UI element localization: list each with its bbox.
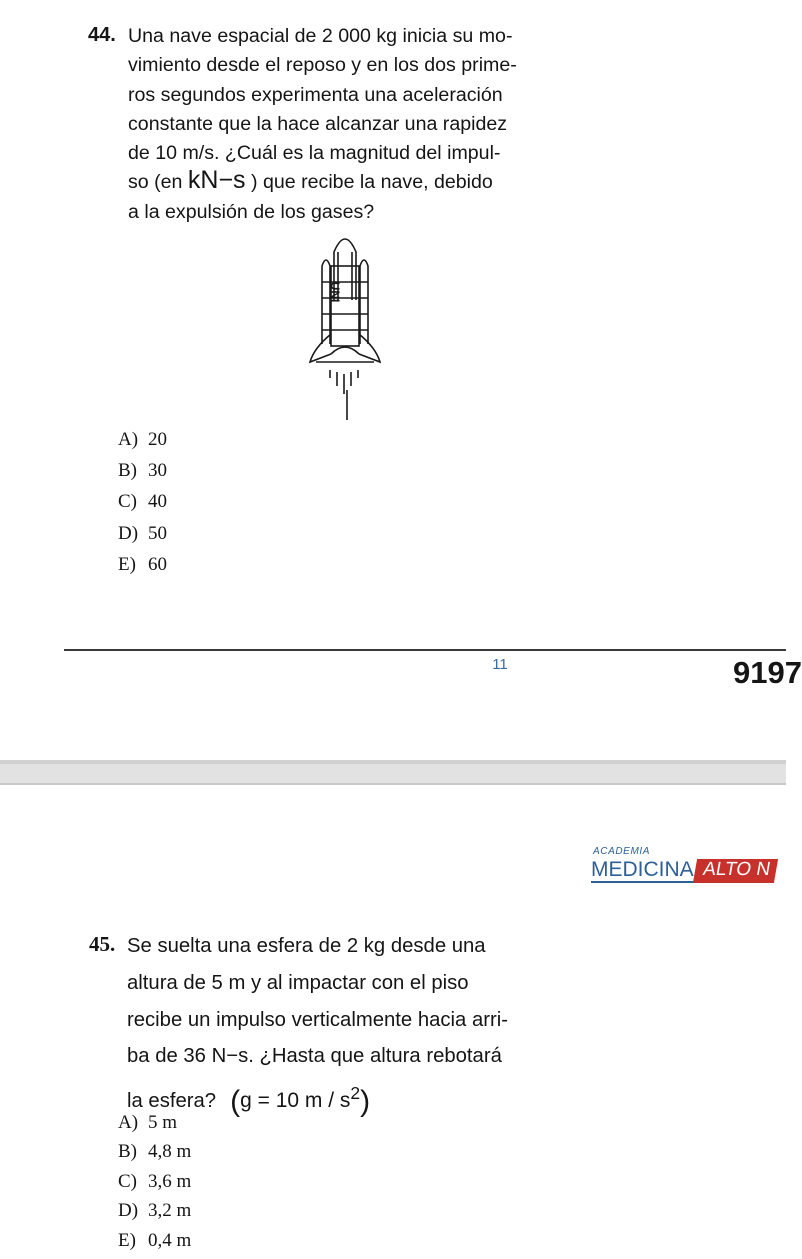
option-value: 60 [148, 553, 167, 575]
option-e[interactable] [118, 554, 167, 585]
option-a[interactable] [118, 429, 167, 460]
logo-row [591, 859, 776, 883]
option-label: A) [118, 429, 139, 450]
option-label: D) [118, 522, 139, 544]
option-value: 3,2 m [148, 1200, 192, 1222]
statement-line: ba de 36 N−s. ¿Hasta que altura rebotará [127, 1045, 502, 1068]
statement-line [127, 1075, 597, 1119]
problem-45-statement [127, 928, 597, 1119]
option-a[interactable] [118, 1112, 191, 1141]
page-break-divider [0, 783, 786, 785]
footer-divider [64, 649, 786, 651]
logo-medicina-text: MEDICINA [591, 859, 697, 883]
problem-44-statement [128, 22, 568, 227]
gravity-formula [230, 1075, 370, 1121]
statement-line: constante que la hace alcanzar una rapidez [128, 112, 508, 135]
statement-text: ) que recibe la nave, debido [245, 171, 493, 194]
option-e[interactable] [118, 1230, 191, 1259]
option-d[interactable] [118, 1200, 191, 1229]
page-break-band [0, 764, 786, 783]
statement-line [128, 168, 568, 197]
logo-alto-badge: ALTO N [693, 859, 778, 883]
statement-line: recibe un impulso verticalmente hacia arri- [127, 1008, 508, 1031]
formula-exponent: 2 [350, 1083, 361, 1104]
option-value: 4,8 m [148, 1141, 192, 1163]
statement-text: so (en [128, 171, 188, 194]
formula-paren-close: ) [360, 1085, 371, 1119]
problem-44-options [118, 429, 167, 585]
statement-text: la esfera? [127, 1090, 217, 1113]
option-b[interactable] [118, 1141, 191, 1170]
option-label: E) [118, 553, 136, 575]
statement-line: a la expulsión de los gases? [128, 200, 375, 223]
academy-logo [591, 846, 776, 883]
logo-academia-text: ACADEMIA [593, 846, 651, 857]
option-value: 30 [148, 460, 167, 482]
option-label: B) [118, 1141, 137, 1163]
option-label: A) [118, 1112, 139, 1133]
statement-line: de 10 m/s. ¿Cuál es la magnitud del impul- [128, 142, 501, 165]
statement-line: Una nave espacial de 2 000 kg inicia su mo- [128, 25, 513, 47]
statement-line: Se suelta una esfera de 2 kg desde una [127, 935, 486, 957]
problem-44-number: 44. [88, 24, 116, 46]
rocket-label: UNI [328, 281, 342, 303]
option-c[interactable] [118, 1171, 191, 1200]
problem-45-options [118, 1112, 191, 1259]
option-label: E) [118, 1229, 136, 1251]
formula-text: g = 10 m / s [240, 1089, 351, 1113]
option-label: B) [118, 460, 137, 482]
option-value: 5 m [148, 1112, 178, 1133]
option-d[interactable] [118, 523, 167, 554]
option-value: 20 [148, 429, 167, 450]
page-number: 11 [492, 656, 508, 673]
option-label: C) [118, 1170, 137, 1192]
option-b[interactable] [118, 460, 167, 491]
page-code: 9197 [733, 655, 802, 690]
option-label: C) [118, 491, 137, 513]
option-label: D) [118, 1200, 139, 1222]
statement-line: vimiento desde el reposo y en los dos prime- [128, 54, 517, 77]
rocket-illustration [300, 222, 390, 422]
statement-line: ros segundos experimenta una aceleración [128, 83, 503, 106]
option-value: 0,4 m [148, 1229, 192, 1251]
statement-line: altura de 5 m y al impactar con el piso [127, 971, 469, 994]
option-value: 40 [148, 491, 167, 513]
option-value: 50 [148, 522, 167, 544]
problem-45-number: 45. [89, 932, 116, 956]
option-c[interactable] [118, 491, 167, 522]
option-value: 3,6 m [148, 1170, 192, 1192]
unit-kn-s: kN−s [187, 166, 246, 195]
formula-paren-open: ( [230, 1085, 241, 1119]
